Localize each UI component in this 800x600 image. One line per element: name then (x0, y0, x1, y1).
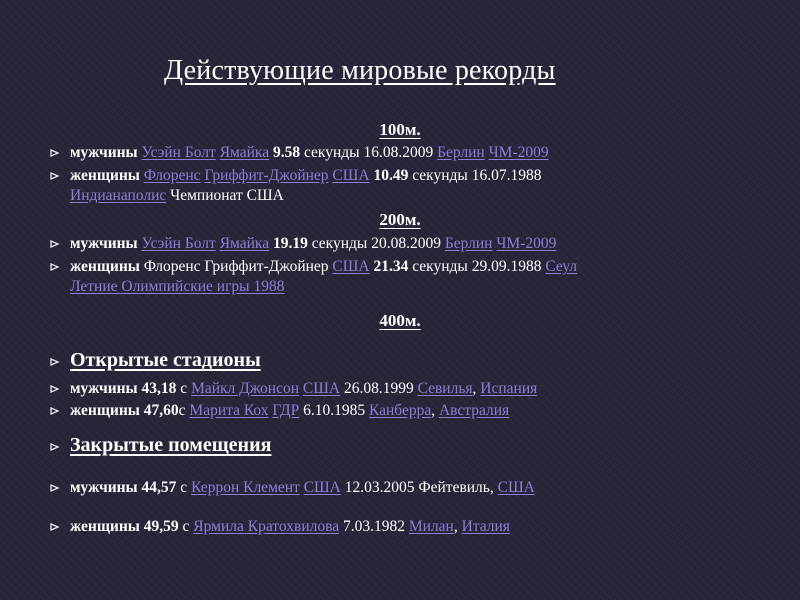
athlete-first-link[interactable]: Флоренс (143, 167, 201, 184)
gender-label: мужчины (70, 144, 138, 161)
bullet-icon (50, 149, 60, 157)
gender-label: женщины (70, 402, 140, 419)
record-400m-outdoor-women: женщины 47,60с Марита Кох ГДР 6.10.1985 Канберра, Австралия (50, 401, 740, 421)
athlete-link[interactable]: Марита Кох (189, 402, 269, 419)
record-200m-men (50, 234, 740, 254)
result-unit: с (182, 518, 190, 535)
city-link[interactable]: Индианаполис (70, 187, 167, 204)
region-link[interactable]: Испания (480, 380, 538, 397)
country-link[interactable]: США (303, 479, 341, 496)
country-link[interactable]: Ямайка (219, 235, 270, 252)
record-date: 12.03.2005 (344, 479, 415, 496)
record-400m-indoor-women: женщины 49,59 с Ярмила Кратохвилова 7.03.1982 Милан, Италия (50, 517, 740, 537)
athlete-link[interactable]: Керрон Клемент (191, 479, 300, 496)
city-link[interactable]: Канберра (368, 402, 432, 419)
bullet-icon (50, 240, 60, 248)
bullet-icon (50, 443, 60, 451)
country-link[interactable]: США (332, 167, 370, 184)
result-value: 10.49 (373, 167, 409, 184)
country-link[interactable]: США (302, 380, 341, 397)
event-link[interactable]: Летние Олимпийские игры 1988 (70, 278, 285, 295)
record-date: 16.08.2009 (363, 144, 434, 161)
record-100m-men (50, 143, 740, 163)
record-200m-women (50, 257, 740, 297)
bullet-icon (50, 263, 60, 271)
event-link[interactable]: ЧМ-2009 (496, 235, 557, 252)
city-link[interactable]: Берлин (437, 144, 485, 161)
result-value: 47,60 (143, 402, 179, 419)
heading-400m: 400м. (379, 311, 421, 330)
gender-label: женщины (70, 258, 140, 275)
indoor-subheading: Закрытые помещения (70, 434, 272, 456)
bullet-icon (50, 172, 60, 180)
country-link[interactable]: США (332, 258, 370, 275)
result-value: 9.58 (272, 144, 301, 161)
region-link[interactable]: Италия (461, 518, 510, 535)
heading-100m: 100м. (379, 120, 421, 139)
record-date: 29.09.1988 (471, 258, 542, 275)
slide-title: Действующие мировые рекорды (164, 55, 556, 86)
result-value: 43,18 (141, 380, 177, 397)
athlete-link[interactable]: Усэйн Болт (141, 144, 216, 161)
event-text: Чемпионат США (170, 187, 284, 204)
result-unit: с (180, 380, 188, 397)
result-unit: секунды (311, 235, 368, 252)
city-link[interactable]: Берлин (444, 235, 493, 252)
result-unit: секунды (303, 144, 360, 161)
record-date: 7.03.1982 (342, 518, 405, 535)
country-link[interactable]: ГДР (272, 402, 300, 419)
region-link[interactable]: Австралия (438, 402, 510, 419)
result-unit: секунды (412, 258, 468, 275)
city-link[interactable]: Сеул (545, 258, 578, 275)
athlete-link[interactable]: Ярмила Кратохвилова (193, 518, 340, 535)
city-link[interactable]: Севилья (417, 380, 473, 397)
bullet-icon (50, 523, 60, 531)
record-date: 26.08.1999 (343, 380, 414, 397)
record-date: 6.10.1985 (303, 402, 366, 419)
bullet-icon (50, 484, 60, 492)
indoor-subheading-row (50, 435, 740, 455)
bullet-icon (50, 407, 60, 415)
result-value: 49,59 (143, 518, 179, 535)
result-unit: с (180, 479, 188, 496)
record-date: 20.08.2009 (371, 235, 441, 252)
country-link[interactable]: Ямайка (219, 144, 270, 161)
athlete-last-link[interactable]: Гриффит-Джойнер (204, 167, 329, 184)
gender-label: мужчины (70, 479, 138, 496)
gender-label: женщины (70, 167, 140, 184)
result-unit: секунды (412, 167, 468, 184)
city-text: Фейтевиль (418, 479, 490, 496)
gender-label: мужчины (70, 380, 138, 397)
bullet-icon (50, 358, 60, 366)
record-date: 16.07.1988 (471, 167, 542, 184)
outdoor-subheading-row (50, 350, 740, 370)
bullet-icon (50, 385, 60, 393)
region-link[interactable]: США (497, 479, 535, 496)
heading-200m: 200м. (379, 210, 421, 229)
outdoor-subheading: Открытые стадионы (70, 349, 261, 371)
gender-label: женщины (70, 518, 140, 535)
athlete-link[interactable]: Усэйн Болт (141, 235, 216, 252)
gender-label: мужчины (70, 235, 138, 252)
result-value: 19.19 (272, 235, 308, 252)
result-value: 44,57 (141, 479, 177, 496)
result-value: 21.34 (373, 258, 409, 275)
result-unit: с (178, 402, 186, 419)
record-100m-women (50, 166, 740, 206)
record-400m-outdoor-men: мужчины 43,18 с Майкл Джонсон США 26.08.1999 Севилья, Испания (50, 379, 740, 399)
event-link[interactable]: ЧМ-2009 (488, 144, 549, 161)
athlete-link[interactable]: Майкл Джонсон (191, 380, 300, 397)
athlete-text: Флоренс Гриффит-Джойнер (143, 258, 329, 275)
record-400m-indoor-men: мужчины 44,57 с Керрон Клемент США 12.03.2005 Фейтевиль, США (50, 478, 740, 498)
city-link[interactable]: Милан (408, 518, 454, 535)
